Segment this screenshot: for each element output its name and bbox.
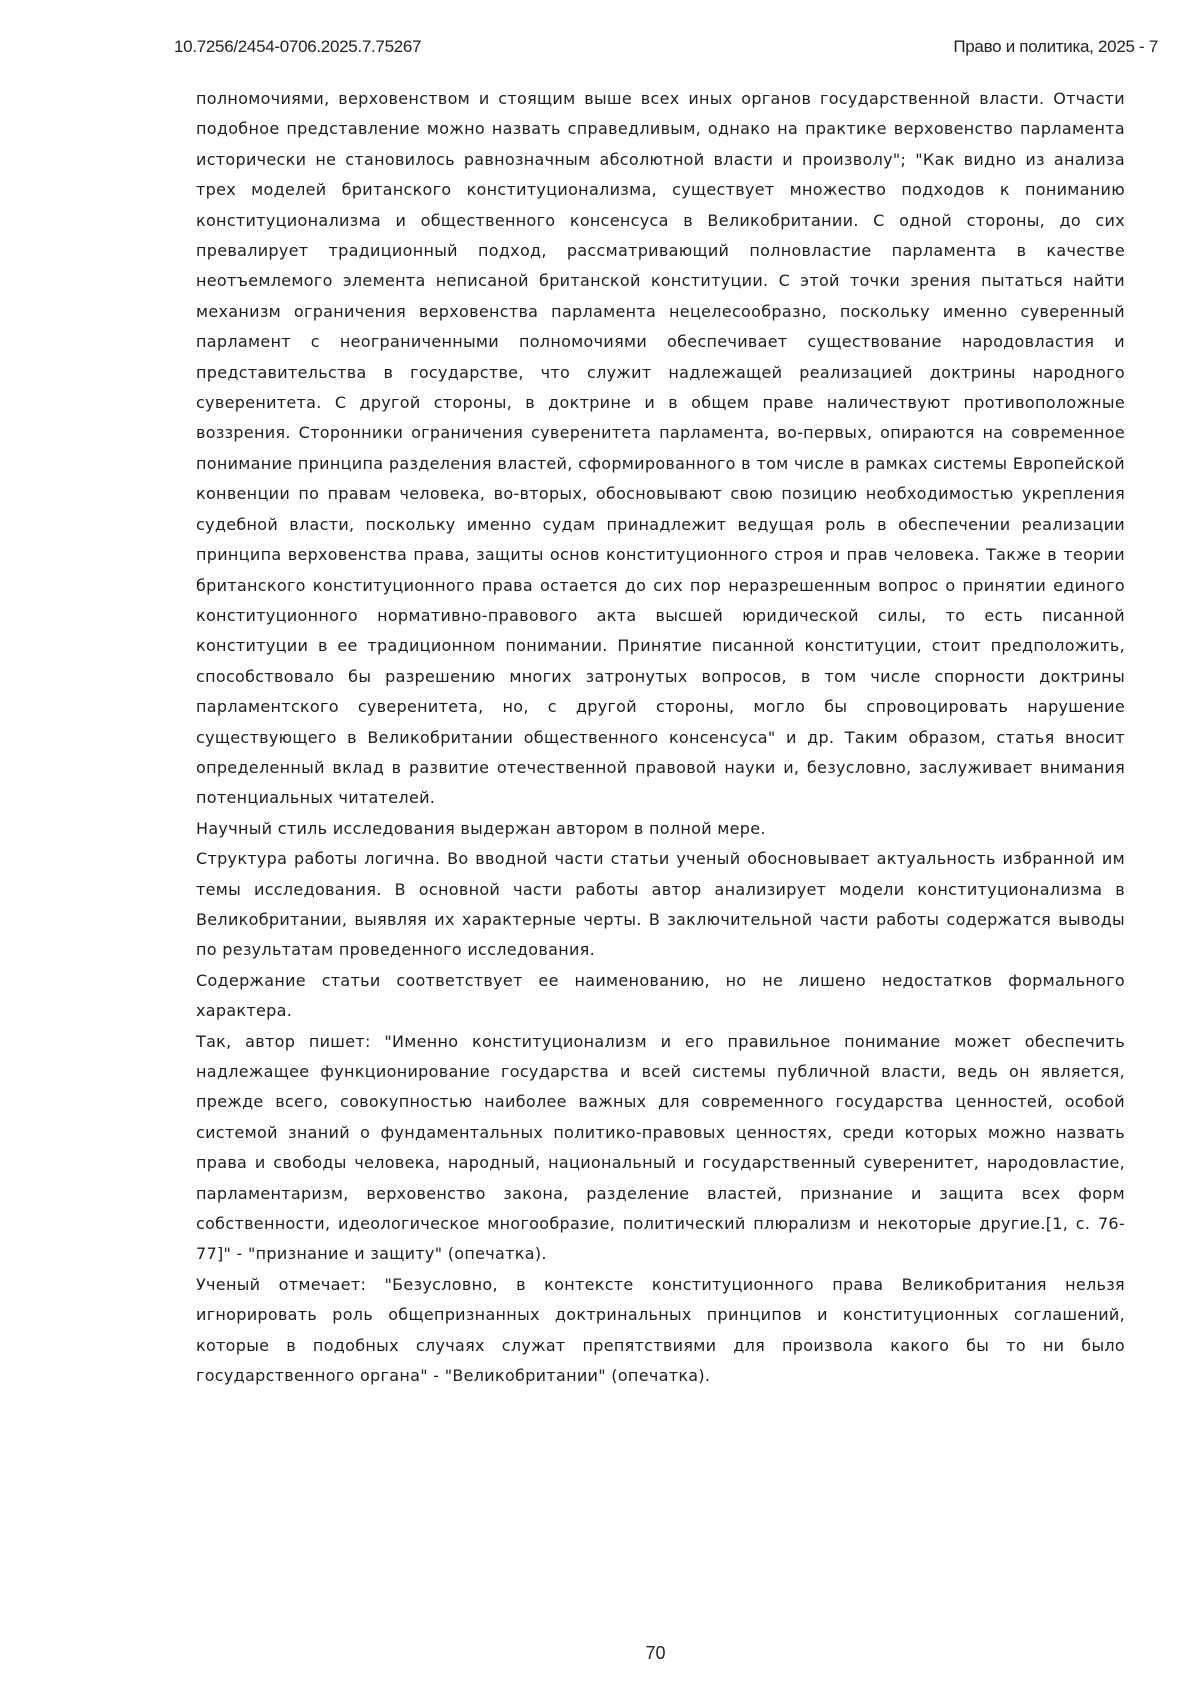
journal-issue: Право и политика, 2025 - 7 xyxy=(953,37,1158,57)
paragraph-quotes-conclusion: полномочиями, верховенством и стоящим выше всех иных органов государственной власти. Отчасти подобное представление можно назвать справедливым, однако на практике верховенство парламента исторически не становилось равнозначным абсолютной власти и произволу"; "Как видно из анализа трех моделей британского конституционализма, существует множество подходов к пониманию конституционализма и общественного консенсуса в Великобритании. С одной стороны, до сих превалирует традиционный подход, рассматривающий полновластие парламента в качестве неотъемлемого элемента неписаной британской конституции. С этой точки зрения пытаться найти механизм ограничения верховенства парламента нецелесообразно, поскольку именно суверенный парламент с неограниченными полномочиями обеспечивает существование народовластия и представительства в государстве, что служит надлежащей реализацией доктрины народного суверенитета. С другой стороны, в доктрине и в общем праве наличествуют противоположные воззрения. Сторонники ограничения суверенитета парламента, во-первых, опираются на современное понимание принципа разделения властей, сформированного в том числе в рамках системы Европейской конвенции по правам человека, во-вторых, обосновывают свою позицию необходимостью укрепления судебной власти, поскольку именно судам принадлежит ведущая роль в обеспечении реализации принципа верховенства права, защиты основ конституционного строя и прав человека. Также в теории британского конституционного права остается до сих пор неразрешенным вопрос о принятии единого конституционного нормативно-правового акта высшей юридической силы, то есть писанной конституции в ее традиционном понимании. Принятие писанной конституции, стоит предположить, способствовало бы разрешению многих затронутых вопросов, в том числе спорности доктрины парламентского суверенитета, но, с другой стороны, могло бы спровоцировать нарушение существующего в Великобритании общественного консенсуса" и др. Таким образом, статья вносит определенный вклад в развитие отечественной правовой науки и, безусловно, заслуживает внимания потенциальных читателей. xyxy=(196,84,1125,814)
doi-identifier: 10.7256/2454-0706.2025.7.75267 xyxy=(174,37,421,57)
page-header xyxy=(174,37,1158,59)
page-number: 70 xyxy=(0,1643,1200,1664)
paragraph-content-shortcomings: Содержание статьи соответствует ее наименованию, но не лишено недостатков формального характера. xyxy=(196,966,1125,1027)
paragraph-typo-example-1: Так, автор пишет: "Именно конституционализм и его правильное понимание может обеспечить надлежащее функционирование государства и всей системы публичной власти, ведь он является, прежде всего, совокупностью наиболее важных для современного государства ценностей, особой системой знаний о фундаментальных политико-правовых ценностях, среди которых можно назвать права и свободы человека, народный, национальный и государственный суверенитет, народовластие, парламентаризм, верховенство закона, разделение властей, признание и защита всех форм собственности, идеологическое многообразие, политический плюрализм и некоторые другие.[1, с. 76-77]" - "признание и защиту" (опечатка). xyxy=(196,1027,1125,1270)
paragraph-typo-example-2: Ученый отмечает: "Безусловно, в контексте конституционного права Великобритания нельзя игнорировать роль общепризнанных доктринальных принципов и конституционных соглашений, которые в подобных случаях служат препятствиями для произвола какого бы то ни было государственного органа" - "Великобритании" (опечатка). xyxy=(196,1270,1125,1392)
paragraph-structure: Структура работы логична. Во вводной части статьи ученый обосновывает актуальность избранной им темы исследования. В основной части работы автор анализирует модели конституционализма в Великобритании, выявляя их характерные черты. В заключительной части работы содержатся выводы по результатам проведенного исследования. xyxy=(196,844,1125,966)
paragraph-scientific-style: Научный стиль исследования выдержан автором в полной мере. xyxy=(196,814,1125,844)
review-body-text xyxy=(196,84,1125,1391)
